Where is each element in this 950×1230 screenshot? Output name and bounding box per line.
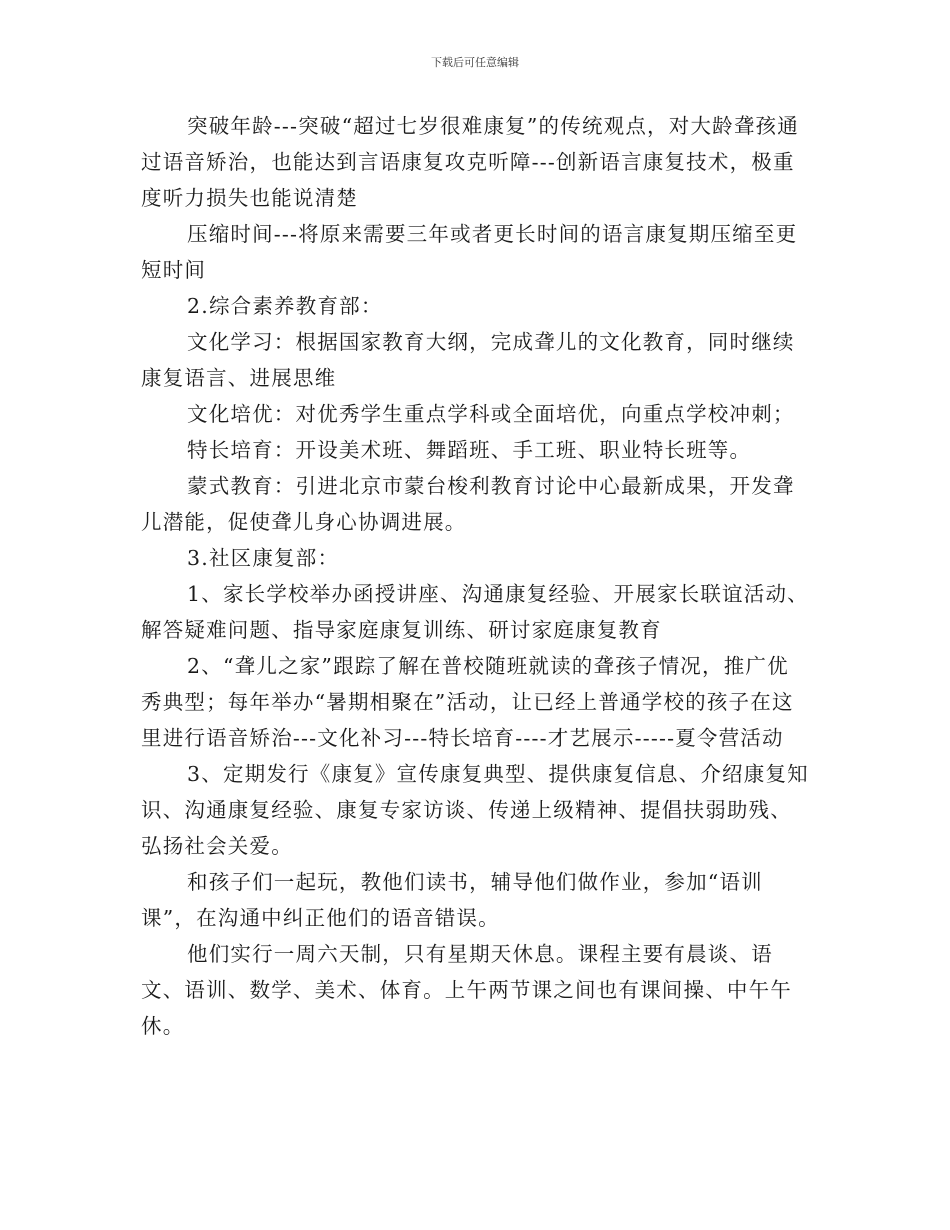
paragraph-montessori: 蒙式教育：引进北京市蒙台梭利教育讨论中心最新成果，开发聋儿潜能，促使聋儿身心协调进展。 [141,474,795,534]
page-header: 下载后可任意编辑 [431,56,519,69]
section-heading-community: 3.社区康复部： [187,546,340,570]
paragraph-breakthrough-age: 突破年龄---突破“超过七岁很难康复”的传统观点，对大龄聋孩通过语音矫治，也能达到言语康复攻克听障---创新语言康复技术，极重度听力损失也能说清楚 [141,114,799,210]
paragraph-talent-training: 特长培育：开设美术班、舞蹈班、手工班、职业特长班等。 [187,438,752,462]
document-body [141,108,809,1044]
paragraph-play-with-children: 和孩子们一起玩，教他们读书，辅导他们做作业，参加“语训课”，在沟通中纠正他们的语音错误。 [141,870,763,930]
section-heading-education: 2.综合素养教育部： [187,294,383,318]
paragraph-parent-school: 1、家长学校举办函授讲座、沟通康复经验、开展家长联谊活动、解答疑难问题、指导家庭康复训练、研讨家庭康复教育 [141,582,809,642]
paragraph-compress-time: 压缩时间---将原来需要三年或者更长时间的语言康复期压缩至更短时间 [141,222,798,282]
paragraph-publication: 3、定期发行《康复》宣传康复典型、提供康复信息、介绍康复知识、沟通康复经验、康复专家访谈、传递上级精神、提倡扶弱助残、弘扬社会关爱。 [141,762,809,858]
paragraph-culture-excellence: 文化培优：对优秀学生重点学科或全面培优，向重点学校冲刺； [187,402,795,426]
paragraph-culture-study: 文化学习：根据国家教育大纲，完成聋儿的文化教育，同时继续康复语言、进展思维 [141,330,795,390]
paragraph-deaf-home: 2、“聋儿之家”跟踪了解在普校随班就读的聋孩子情况，推广优秀典型；每年举办“暑期相聚在”活动，让已经上普通学校的孩子在这里进行语音矫治---文化补习---特长培育----才艺展示-----夏令营活动 [141,654,794,750]
paragraph-schedule: 他们实行一周六天制，只有星期天休息。课程主要有晨谈、语文、语训、数学、美术、体育。上午两节课之间也有课间操、中午午休。 [141,942,792,1038]
